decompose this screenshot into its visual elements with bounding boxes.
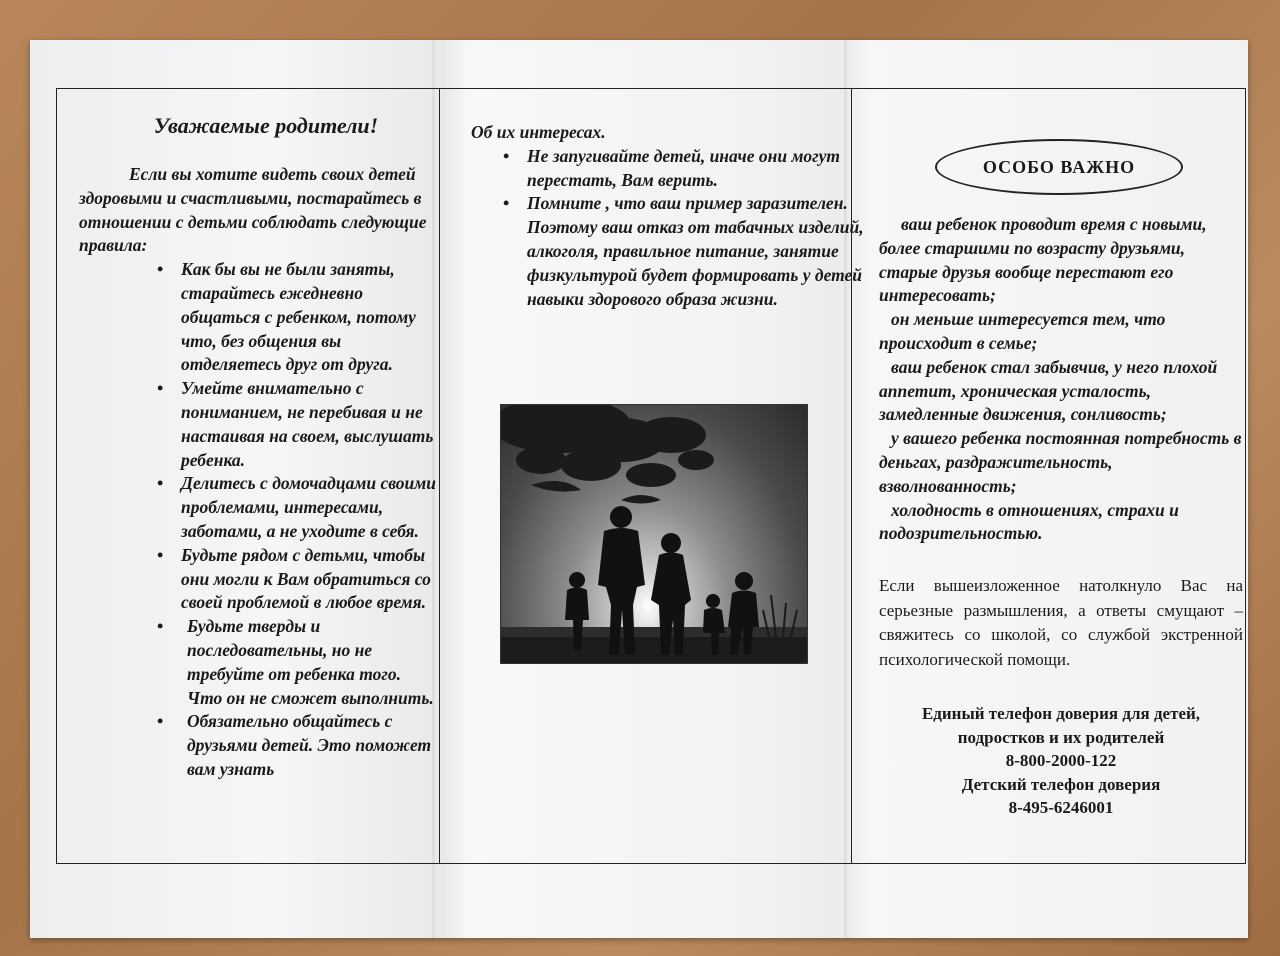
sign-item: ваш ребенок стал забывчив, у него плохой аппетит, хроническая усталость, замедленные движения, сонливость; xyxy=(879,356,1218,425)
hotline-phone-2: 8-495-6246001 xyxy=(1008,798,1114,818)
lead-line: Об их интересах. xyxy=(471,122,606,142)
sign-item: у вашего ребенка постоянная потребность в деньгах, раздражительность, взволнованность; xyxy=(879,428,1242,496)
sign-item: ваш ребенок проводит время с новыми, более старшими по возрасту друзьями, старые друзья вообще перестают его интересовать; xyxy=(879,214,1207,306)
hotline-phone-1: 8-800-2000-122 xyxy=(1005,751,1117,771)
advice-paragraph: Если вышеизложенное натолкнуло Вас на серьезные размышления, а ответы смущают – свяжитесь со школой, со службой экстренной психологической помощи. xyxy=(879,576,1243,669)
warning-signs xyxy=(879,213,1243,546)
list-item: • Помните , что ваш пример заразителен. Поэтому ваш отказ от табачных изделий, алкоголя, правильное питание, занятие физкультурой будет формировать у детей навыки здорового образа жизни. xyxy=(527,192,871,311)
list-item: • Обязательно общайтесь с друзьями детей. Это поможет вам узнать xyxy=(181,710,439,781)
column-parents-rules xyxy=(79,113,439,782)
rules-list xyxy=(79,258,439,782)
intro-paragraph: Если вы хотите видеть своих детей здоровыми и счастливыми, постарайтесь в отношении с детьми соблюдать следующие правила: xyxy=(79,164,427,256)
column-divider-1 xyxy=(439,89,440,863)
family-silhouette-icon xyxy=(500,404,808,664)
page-title: Уважаемые родители! xyxy=(153,113,379,138)
list-item: • Умейте внимательно с пониманием, не перебивая и не настаивая на своем, выслушать ребенка. xyxy=(181,377,439,472)
important-heading-oval: ОСОБО ВАЖНО xyxy=(935,139,1183,195)
list-item: • Будьте тверды и последовательны, но не требуйте от ребенка того. Что он не сможет выполнить. xyxy=(181,615,439,710)
hotline-title-2: подростков и их родителей xyxy=(957,727,1165,747)
list-item: • Как бы вы не были заняты, старайтесь ежедневно общаться с ребенком, потому что, без общения вы отделяетесь друг от друга. xyxy=(181,258,439,377)
hotline-title-1: Единый телефон доверия для детей, xyxy=(921,704,1201,724)
list-item: • Не запугивайте детей, иначе они могут перестать, Вам верить. xyxy=(527,145,871,193)
hotline-contacts xyxy=(879,702,1243,820)
sign-item: он меньше интересуется тем, что происходит в семье; xyxy=(879,309,1166,353)
advice-list xyxy=(471,145,871,312)
column-warning-signs xyxy=(879,129,1243,820)
hotline-title-3: Детский телефон доверия xyxy=(961,774,1161,794)
list-item: • Будьте рядом с детьми, чтобы они могли к Вам обратиться со своей проблемой в любое время. xyxy=(181,544,439,615)
list-item: • Делитесь с домочадцами своими проблемами, интересами, заботами, а не уходите в себя. xyxy=(181,472,439,543)
sign-item: холодность в отношениях, страхи и подозрительностью. xyxy=(879,499,1179,544)
brochure-sheet xyxy=(30,40,1248,938)
column-advice xyxy=(471,121,871,311)
